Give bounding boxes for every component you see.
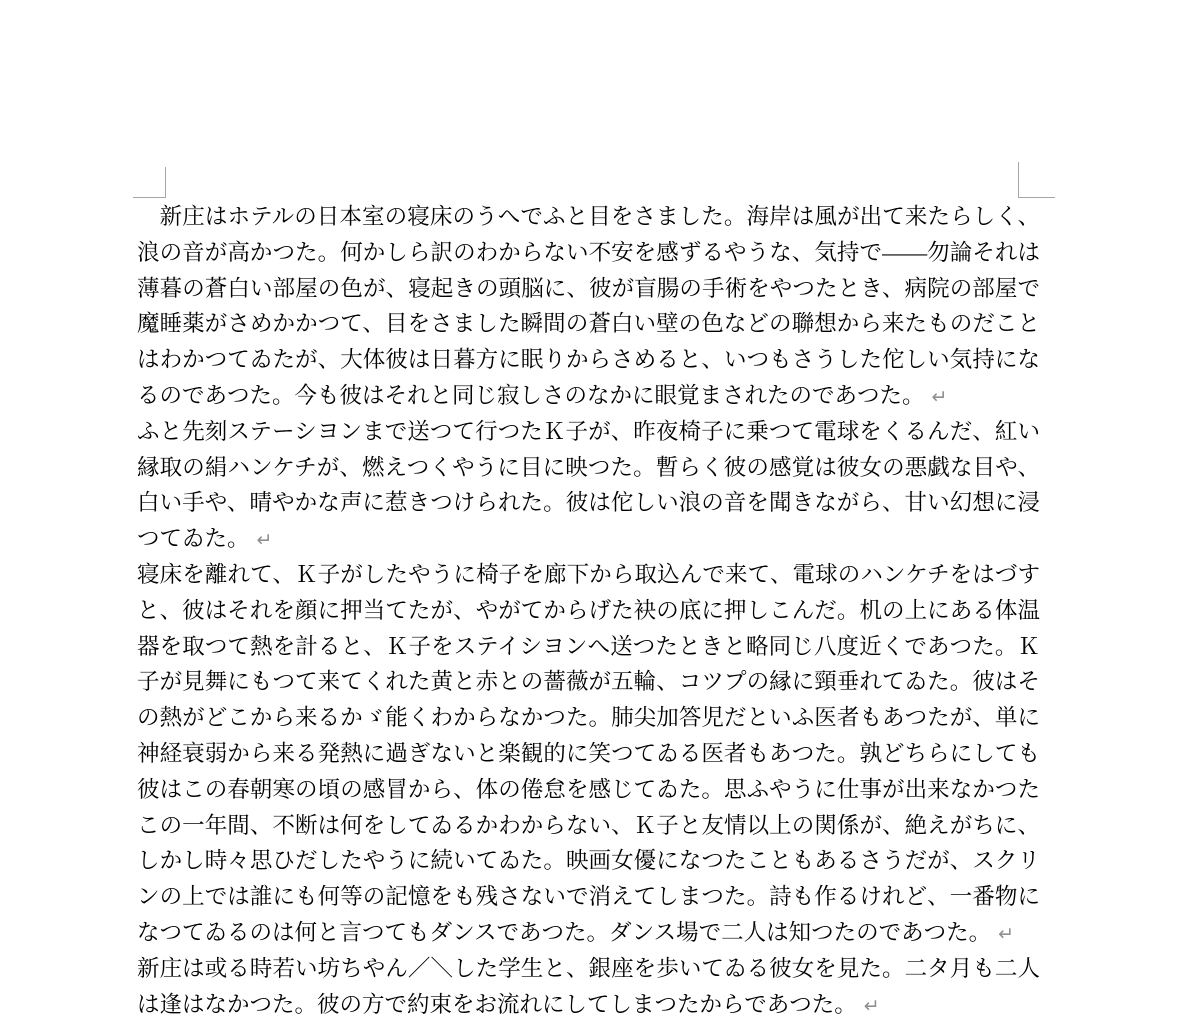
- text-line-content: はわかつてゐたが、大体彼は日暮方に眠りからさめると、いつもさうした佗しい気持にな: [137, 347, 1040, 373]
- text-line-content: 器を取つて熱を計ると、Ｋ子をステイシヨンへ送つたときと略同じ八度近くであつた。Ｋ: [137, 633, 1040, 659]
- text-line-content: の熱がどこから来るかゞ能くわからなかつた。肺尖加答児だといふ医者もあつたが、単に: [137, 705, 1040, 731]
- text-line[interactable]: [137, 987, 1040, 1023]
- text-line[interactable]: [137, 342, 1040, 378]
- text-line-content: なつてゐるのは何と言つてもダンスであつた。ダンス場で二人は知つたのであつた。: [137, 919, 992, 945]
- text-line-content: 魔睡薬がさめかかつて、目をさました瞬間の蒼白い壁の色などの聯想から来たものだこと: [137, 311, 1040, 337]
- text-line-content: 浪の音が高かつた。何かしら訳のわからない不安を感ずるやうな、気持で——勿論それは: [137, 239, 1040, 265]
- text-line[interactable]: [137, 915, 1040, 951]
- text-block[interactable]: [137, 199, 1040, 1022]
- text-line[interactable]: [137, 485, 1040, 521]
- text-line[interactable]: [137, 414, 1040, 450]
- text-line-content: つてゐた。: [137, 526, 250, 552]
- crop-mark-top-left: [133, 167, 166, 198]
- text-line[interactable]: [137, 271, 1040, 307]
- text-line-content: るのであつた。今も彼はそれと同じ寂しさのなかに眼覚まされたのであつた。: [137, 382, 925, 408]
- text-line-content: しかし時々思ひだしたやうに続いてゐた。映画女優になつたこともあるさうだが、スクリ: [137, 848, 1040, 874]
- text-line[interactable]: [137, 199, 1040, 235]
- text-line-content: 神経衰弱から来る発熱に過ぎないと楽観的に笑つてゐる医者もあつた。孰どちらにしても: [137, 740, 1040, 766]
- paragraph-mark-icon: ↵: [931, 385, 948, 408]
- text-line-content: ンの上では誰にも何等の記憶をも残さないで消えてしまつた。詩も作るけれど、一番物に: [137, 884, 1040, 910]
- text-line[interactable]: [137, 450, 1040, 486]
- text-line[interactable]: [137, 557, 1040, 593]
- text-line[interactable]: [137, 736, 1040, 772]
- paragraph-mark-icon: ↵: [998, 922, 1015, 945]
- text-line-content: 新庄はホテルの日本室の寝床のうへでふと目をさました。海岸は風が出て来たらしく、: [137, 204, 1040, 229]
- paragraph-mark-icon: ↵: [863, 994, 880, 1017]
- text-line[interactable]: [137, 521, 1040, 557]
- text-line-content: この一年間、不断は何をしてゐるかわからない、Ｋ子と友情以上の関係が、絶えがちに、: [137, 812, 1040, 838]
- crop-mark-top-right: [1018, 162, 1055, 198]
- text-line-content: 子が見舞にもつて来てくれた黄と赤との薔薇が五輪、コツプの縁に頸垂れてゐた。彼はそ: [137, 669, 1040, 695]
- text-line-content: 白い手や、晴やかな声に惹きつけられた。彼は佗しい浪の音を聞きながら、甘い幻想に浸: [137, 490, 1040, 516]
- text-line[interactable]: [137, 843, 1040, 879]
- text-line[interactable]: [137, 306, 1040, 342]
- text-line-content: 薄暮の蒼白い部屋の色が、寝起きの頭脳に、彼が盲腸の手術をやつたとき、病院の部屋で: [137, 275, 1040, 301]
- text-line[interactable]: [137, 235, 1040, 271]
- text-line[interactable]: [137, 772, 1040, 808]
- text-line-content: と、彼はそれを顔に押当てたが、やがてからげた袂の底に押しこんだ。机の上にある体温: [137, 597, 1040, 623]
- text-line[interactable]: [137, 664, 1040, 700]
- text-line[interactable]: [137, 808, 1040, 844]
- paragraph-mark-icon: ↵: [256, 529, 273, 552]
- text-line[interactable]: [137, 593, 1040, 629]
- text-line[interactable]: [137, 378, 1040, 414]
- text-line[interactable]: [137, 700, 1040, 736]
- text-line-content: 彼はこの春朝寒の頃の感冒から、体の倦怠を感じてゐた。思ふやうに仕事が出来なかつた: [137, 776, 1040, 802]
- text-line[interactable]: [137, 951, 1040, 987]
- text-line-content: ふと先刻ステーシヨンまで送つて行つたＫ子が、昨夜椅子に乗つて電球をくるんだ、紅い: [137, 418, 1040, 444]
- text-line-content: 寝床を離れて、Ｋ子がしたやうに椅子を廊下から取込んで来て、電球のハンケチをはづす: [137, 561, 1040, 587]
- text-line-content: 縁取の絹ハンケチが、燃えつくやうに目に映つた。暫らく彼の感覚は彼女の悪戯な目や、: [137, 454, 1040, 480]
- text-line-content: は逢はなかつた。彼の方で約束をお流れにしてしまつたからであつた。: [137, 991, 857, 1017]
- text-line-content: 新庄は或る時若い坊ちやん／＼した学生と、銀座を歩いてゐる彼女を見た。二タ月も二人: [137, 955, 1040, 981]
- text-line[interactable]: [137, 629, 1040, 665]
- text-line[interactable]: [137, 879, 1040, 915]
